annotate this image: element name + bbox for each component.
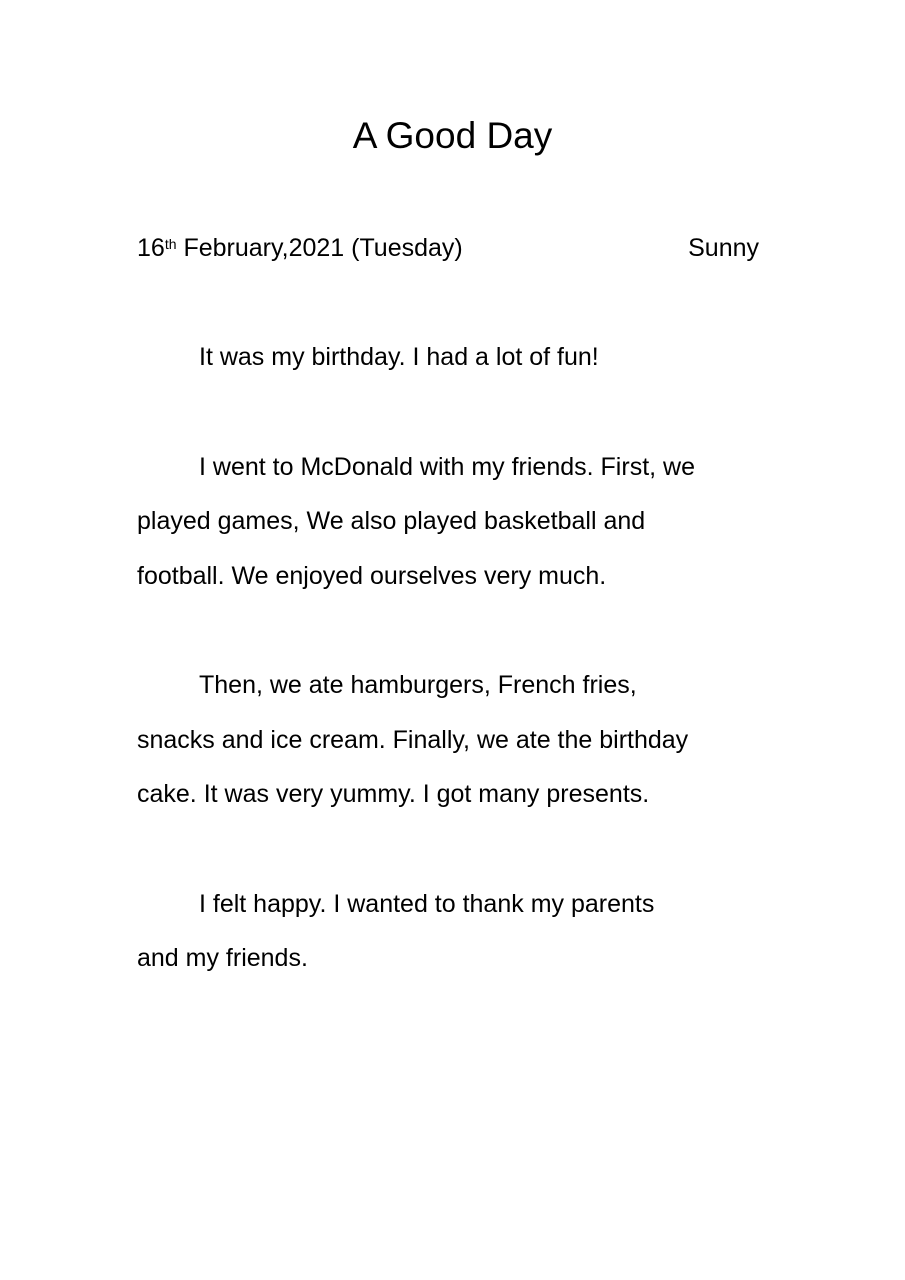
paragraph-4 xyxy=(137,877,763,986)
paragraph-line: Then, we ate hamburgers, French fries, xyxy=(199,671,637,699)
paragraph-line: It was my birthday. I had a lot of fun! xyxy=(199,343,599,371)
date-weather-line xyxy=(137,230,759,266)
paragraph-line: played games, We also played basketball and xyxy=(137,507,646,535)
date-day: 16 xyxy=(137,234,165,262)
paragraph-line: football. We enjoyed ourselves very much. xyxy=(137,561,607,590)
date-rest: February,2021 (Tuesday) xyxy=(176,234,463,262)
document-title: A Good Day xyxy=(352,115,553,156)
paragraph-1 xyxy=(137,330,763,385)
paragraph-line: I went to McDonald with my friends. First, we xyxy=(199,452,695,481)
paragraph-line: snacks and ice cream. Finally, we ate the birthday xyxy=(137,725,689,754)
paragraph-line: cake. It was very yummy. I got many presents. xyxy=(137,780,650,808)
paragraph-3 xyxy=(137,658,763,822)
weather-label: Sunny xyxy=(688,234,759,262)
paragraph-2 xyxy=(137,440,763,604)
diary-body xyxy=(137,330,763,1041)
date-suffix: th xyxy=(164,236,177,252)
paragraph-line: and my friends. xyxy=(137,944,308,972)
paragraph-line: I felt happy. I wanted to thank my parents xyxy=(199,889,655,918)
diary-date xyxy=(137,230,463,266)
